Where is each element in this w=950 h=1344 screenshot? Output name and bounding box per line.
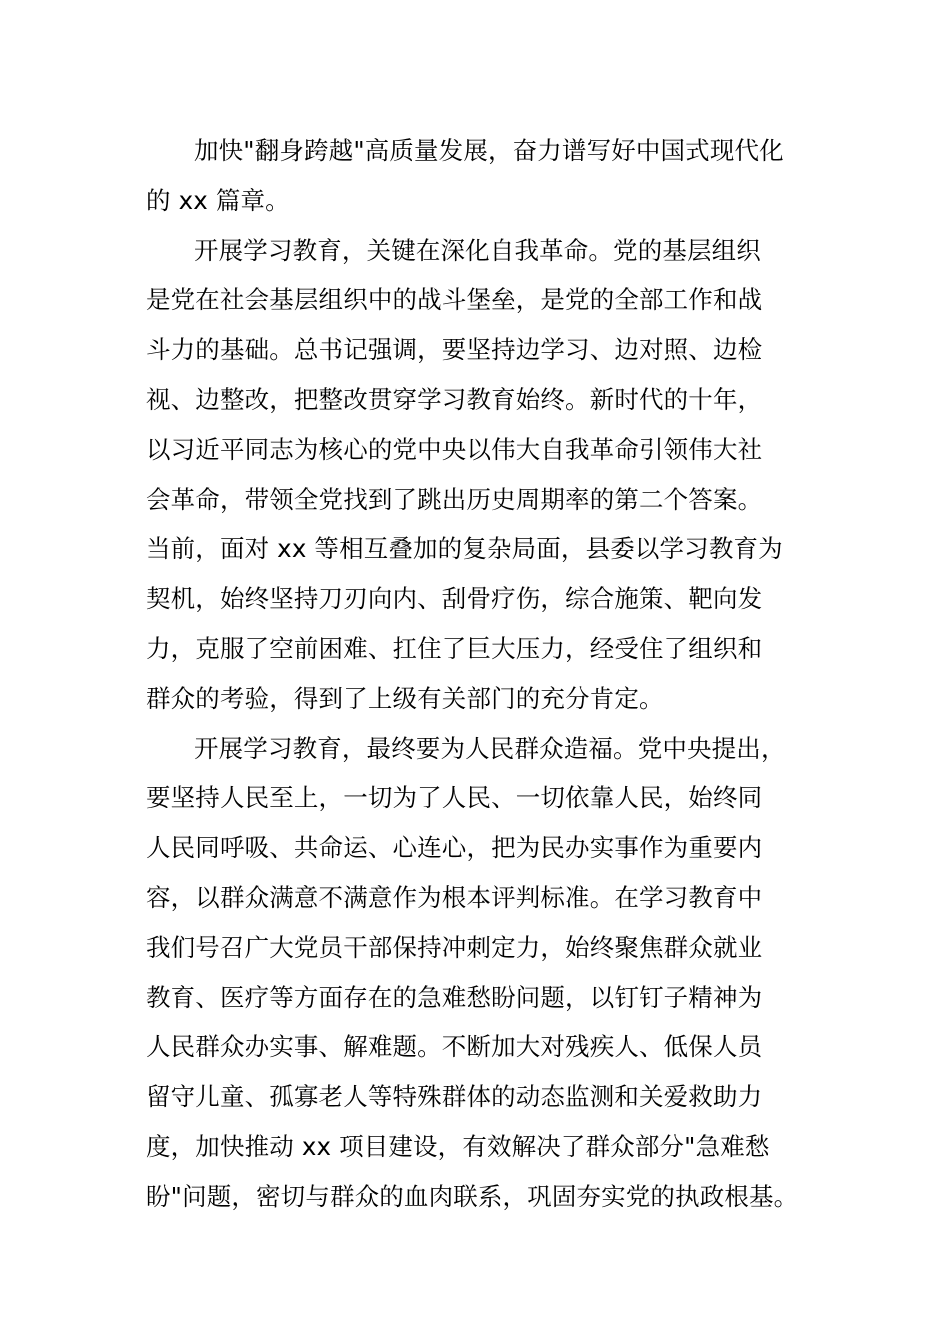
paragraph-line: 人民群众办实事、解难题。不断加大对残疾人、低保人员 xyxy=(146,1032,763,1062)
document-body xyxy=(146,126,846,1222)
paragraph-line: 以习近平同志为核心的党中央以伟大自我革命引领伟大社 xyxy=(146,434,763,464)
paragraph-line: 开展学习教育，关键在深化自我革命。党的基层组织 xyxy=(194,235,761,265)
paragraph-line: 加快"翻身跨越"高质量发展，奋力谱写好中国式现代化 xyxy=(194,136,784,165)
paragraph-line: 是党在社会基层组织中的战斗堡垒，是党的全部工作和战 xyxy=(146,285,763,315)
paragraph-line: 容，以群众满意不满意作为根本评判标准。在学习教育中 xyxy=(146,882,763,912)
paragraph-line: 度，加快推动 xx 项目建设，有效解决了群众部分"急难愁 xyxy=(146,1131,770,1161)
paragraph-line: 会革命，带领全党找到了跳出历史周期率的第二个答案。 xyxy=(146,484,763,514)
paragraph-line: 开展学习教育，最终要为人民群众造福。党中央提出， xyxy=(194,733,786,763)
paragraph-line: 视、边整改，把整改贯穿学习教育始终。新时代的十年， xyxy=(146,384,763,414)
paragraph-line: 要坚持人民至上，一切为了人民、一切依靠人民，始终同 xyxy=(146,783,763,813)
paragraph-line: 留守儿童、孤寡老人等特殊群体的动态监测和关爱救助力 xyxy=(146,1082,763,1112)
paragraph-line: 斗力的基础。总书记强调，要坚持边学习、边对照、边检 xyxy=(146,335,763,365)
paragraph-line: 当前，面对 xx 等相互叠加的复杂局面，县委以学习教育为 xyxy=(146,534,783,564)
paragraph-line: 教育、医疗等方面存在的急难愁盼问题，以钉钉子精神为 xyxy=(146,982,763,1012)
paragraph-line: 盼"问题，密切与群众的血肉联系，巩固夯实党的执政根基。 xyxy=(146,1181,799,1211)
paragraph-line: 我们号召广大党员干部保持冲刺定力，始终聚焦群众就业 xyxy=(146,932,763,962)
paragraph-line: 人民同呼吸、共命运、心连心，把为民办实事作为重要内 xyxy=(146,833,763,863)
paragraph-line: 的 xx 篇章。 xyxy=(146,185,290,215)
paragraph-line: 群众的考验，得到了上级有关部门的充分肯定。 xyxy=(146,683,664,713)
paragraph-line: 力，克服了空前困难、扛住了巨大压力，经受住了组织和 xyxy=(146,633,763,663)
paragraph-line: 契机，始终坚持刀刃向内、刮骨疗伤，综合施策、靶向发 xyxy=(146,584,763,614)
